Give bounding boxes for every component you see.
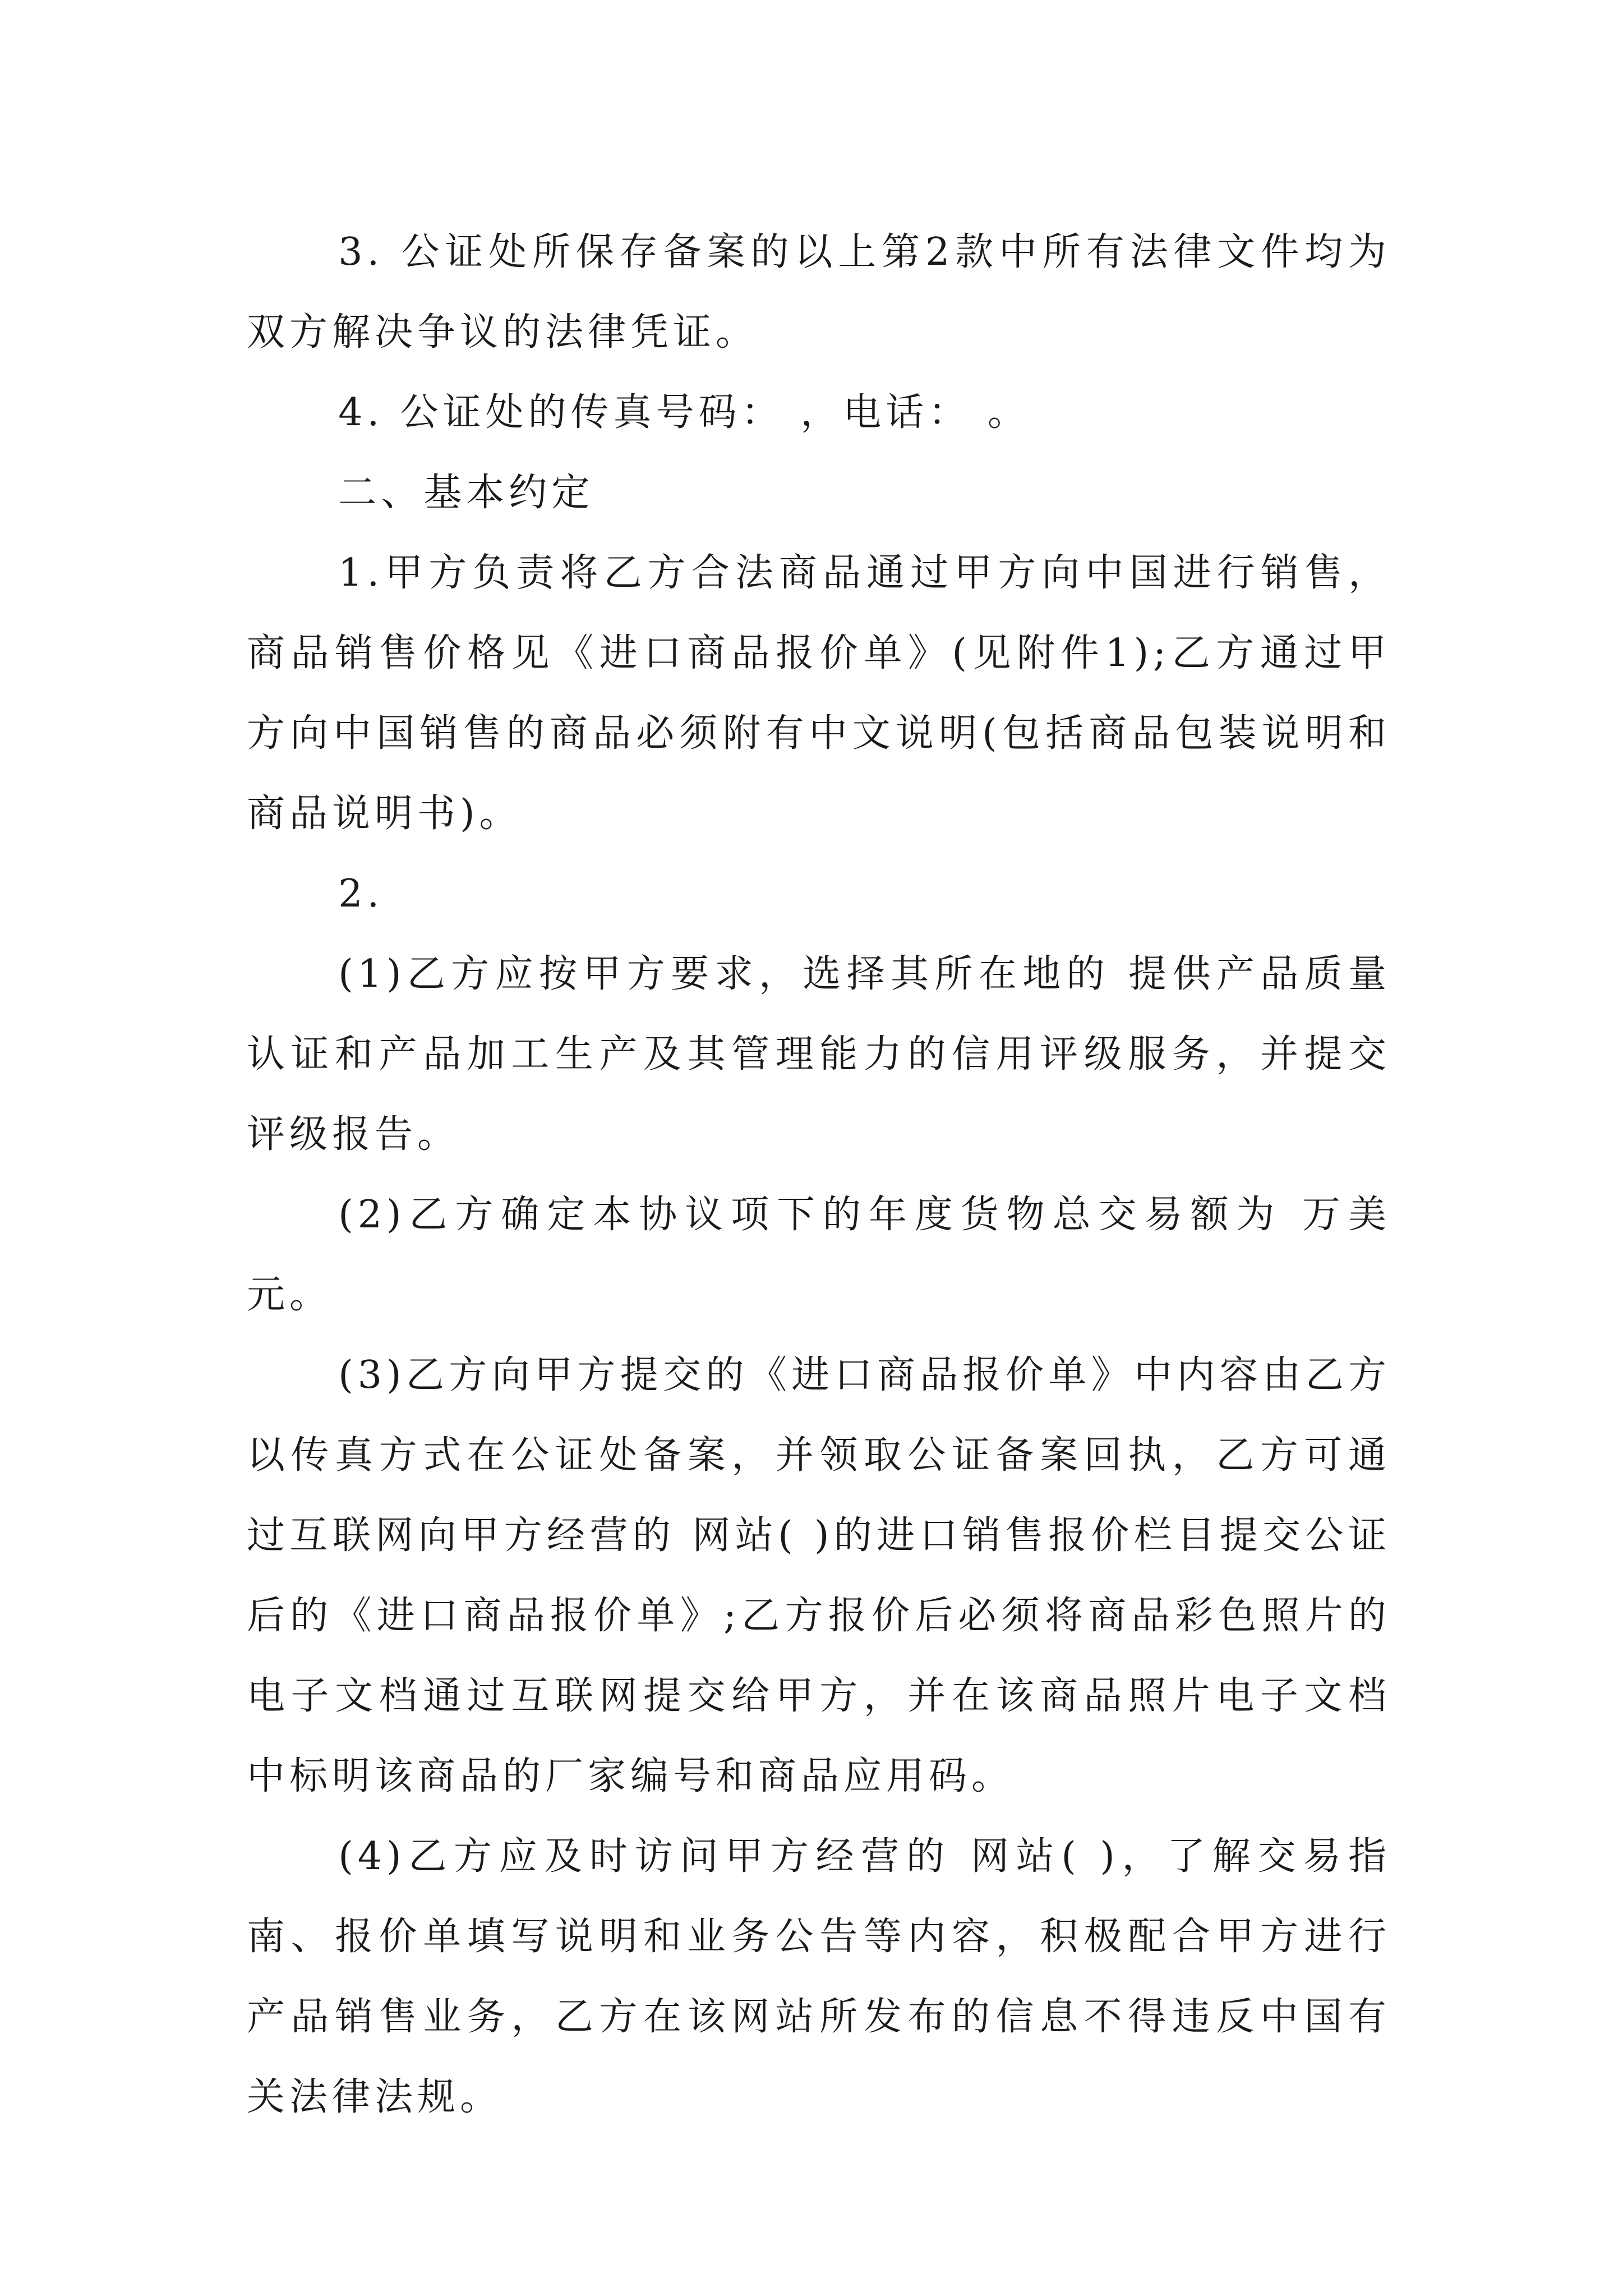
paragraph-clause-3: 3. 公证处所保存备案的以上第2款中所有法律文件均为双方解决争议的法律凭证。 [247, 230, 1391, 355]
section-heading-basic-terms: 二、基本约定 [338, 471, 594, 515]
document-body [247, 212, 1391, 2137]
paragraph-term-2-item-3: (3)乙方向甲方提交的《进口商品报价单》中内容由乙方以传真方式在公证处备案，并领取公证备案回执，乙方可通过互联网向甲方经营的 网站( )的进口销售报价栏目提交公证后的《进口商品报价单》;乙方报价后必须将商品彩色照片的电子文档通过互联网提交给甲方，并在该商品照片电子文档中标明该商品的厂家编号和商品应用码。 [247, 1353, 1391, 1798]
paragraph-term-2-item-1: (1)乙方应按甲方要求，选择其所在地的 提供产品质量认证和产品加工生产及其管理能力的信用评级服务，并提交评级报告。 [247, 952, 1391, 1157]
paragraph-term-2-item-4: (4)乙方应及时访问甲方经营的 网站( )，了解交易指南、报价单填写说明和业务公告等内容，积极配合甲方进行产品销售业务，乙方在该网站所发布的信息不得违反中国有关法律法规。 [247, 1834, 1391, 2119]
paragraph-term-1: 1.甲方负责将乙方合法商品通过甲方向中国进行销售，商品销售价格见《进口商品报价单》(见附件1);乙方通过甲方向中国销售的商品必须附有中文说明(包括商品包装说明和商品说明书)。 [247, 551, 1391, 836]
paragraph-clause-4: 4. 公证处的传真号码： ，电话： 。 [338, 390, 1030, 435]
paragraph-term-2-item-2: (2)乙方确定本协议项下的年度货物总交易额为 万美元。 [247, 1193, 1391, 1317]
paragraph-term-2: 2. [338, 872, 384, 916]
